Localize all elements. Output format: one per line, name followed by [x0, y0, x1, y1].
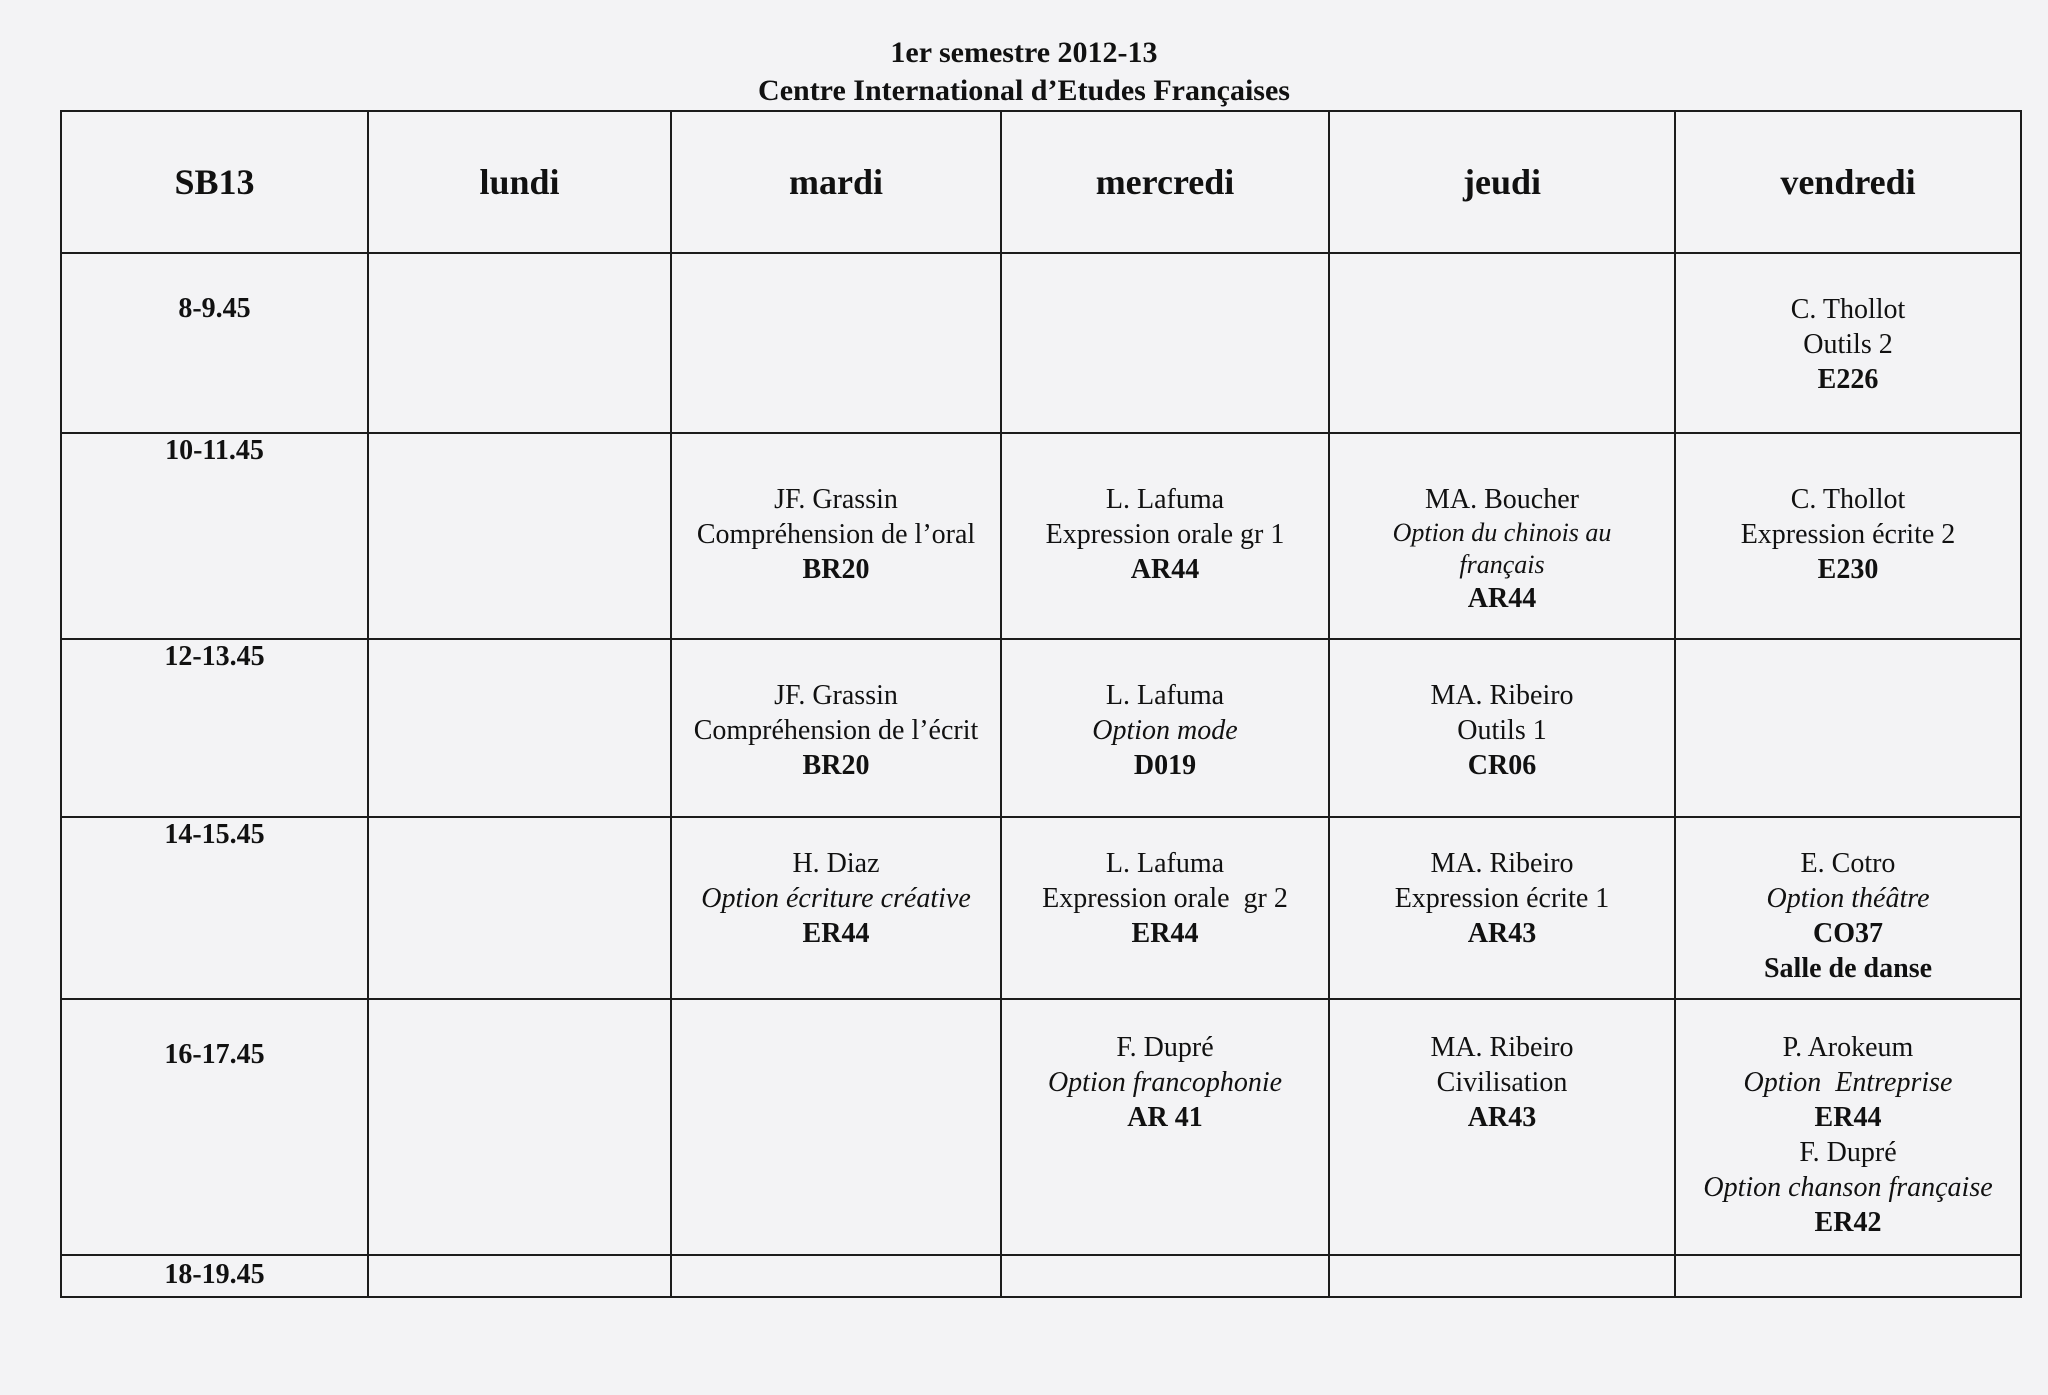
time-slot-label: 18-19.45 [164, 1259, 265, 1290]
course-subject: Compréhension de l’écrit [693, 715, 979, 746]
course-room: E226 [1817, 364, 1879, 395]
course-subject: Option chanson française [1703, 1172, 1993, 1203]
course-room: AR43 [1467, 918, 1537, 949]
course-room: ER44 [1131, 918, 1199, 949]
course-subject: Option francophonie [1047, 1067, 1283, 1098]
course-cell [1001, 999, 1329, 1255]
time-slot-label: 14-15.45 [164, 819, 265, 850]
time-slot-label: 8-9.45 [178, 293, 251, 324]
course-subject: Expression orale gr 2 [1042, 883, 1288, 914]
empty-cell [671, 253, 1001, 433]
table-row [61, 253, 2021, 433]
course-subject: Expression orale gr 1 [1045, 519, 1285, 550]
course-subject: Compréhension de l’oral [696, 519, 976, 550]
table-row [61, 817, 2021, 999]
page-header [0, 34, 2048, 110]
time-slot-label: 16-17.45 [164, 1039, 265, 1070]
empty-cell [671, 1255, 1001, 1297]
course-cell [1329, 433, 1675, 639]
time-slot-label: 12-13.45 [164, 641, 265, 672]
course-cell [1329, 999, 1675, 1255]
course-subject: Expression écrite 1 [1394, 883, 1610, 914]
empty-cell [368, 253, 671, 433]
empty-cell [1675, 639, 2021, 817]
table-row [61, 999, 2021, 1255]
course-teacher: C. Thollot [1790, 484, 1906, 515]
course-room-extra: Salle de danse [1763, 953, 1933, 984]
course-teacher: MA. Ribeiro [1430, 848, 1574, 879]
course-room: ER44 [1814, 1102, 1882, 1133]
course-teacher: JF. Grassin [774, 680, 898, 711]
course-subject: Civilisation [1436, 1067, 1568, 1098]
course-entry [672, 818, 1000, 951]
institution-title: Centre International d’Etudes Françaises [758, 74, 1290, 107]
course-entry [1676, 818, 2020, 986]
course-subject: Option écriture créative [701, 883, 971, 914]
empty-cell [1329, 253, 1675, 433]
course-cell [1329, 639, 1675, 817]
empty-cell [368, 433, 671, 639]
course-room: AR44 [1467, 583, 1537, 614]
course-teacher: MA. Ribeiro [1430, 680, 1574, 711]
course-entry [1330, 818, 1674, 951]
course-cell [1675, 999, 2021, 1255]
course-room: AR43 [1467, 1102, 1537, 1133]
empty-cell [368, 817, 671, 999]
course-entry [1676, 254, 2020, 397]
course-subject: Option Entreprise [1743, 1067, 1953, 1098]
empty-cell [1675, 1255, 2021, 1297]
course-cell [671, 433, 1001, 639]
course-entry [1002, 818, 1328, 951]
course-entry [1002, 1000, 1328, 1135]
course-room: E230 [1817, 554, 1879, 585]
course-entry [672, 434, 1000, 587]
course-room: BR20 [802, 750, 870, 781]
course-subject: Outils 2 [1803, 329, 1893, 360]
course-room: AR44 [1130, 554, 1200, 585]
course-room: ER44 [802, 918, 870, 949]
course-subject: Option mode [1092, 715, 1238, 746]
table-header-row [61, 111, 2021, 253]
day-header-tuesday: mardi [671, 111, 1001, 253]
course-cell [1675, 253, 2021, 433]
course-subject: Option du chinois au français [1392, 518, 1612, 579]
course-room: ER42 [1814, 1207, 1882, 1238]
empty-cell [1329, 1255, 1675, 1297]
day-header-monday: lundi [368, 111, 671, 253]
course-entry [1330, 640, 1674, 783]
course-room: CO37 [1813, 918, 1883, 949]
table-row [61, 1255, 2021, 1297]
course-teacher: MA. Boucher [1425, 484, 1579, 515]
time-slot-cell [61, 999, 368, 1255]
empty-cell [1001, 1255, 1329, 1297]
empty-cell [368, 1255, 671, 1297]
course-teacher: L. Lafuma [1105, 680, 1225, 711]
course-teacher: L. Lafuma [1105, 484, 1225, 515]
time-slot-cell [61, 253, 368, 433]
course-teacher: P. Arokeum [1782, 1032, 1914, 1063]
course-teacher: JF. Grassin [774, 484, 898, 515]
course-entry [1330, 434, 1674, 616]
course-cell [1001, 433, 1329, 639]
course-teacher: F. Dupré [1116, 1032, 1214, 1063]
course-cell [671, 639, 1001, 817]
table-row [61, 639, 2021, 817]
group-code-header: SB13 [61, 111, 368, 253]
course-cell [671, 817, 1001, 999]
course-cell [1001, 639, 1329, 817]
semester-title: 1er semestre 2012-13 [890, 36, 1158, 69]
course-teacher: C. Thollot [1790, 294, 1906, 325]
time-slot-label: 10-11.45 [165, 435, 264, 466]
course-teacher: MA. Ribeiro [1430, 1032, 1574, 1063]
course-entry [1002, 640, 1328, 783]
table-row [61, 433, 2021, 639]
time-slot-cell [61, 1255, 368, 1297]
course-teacher: F. Dupré [1799, 1137, 1897, 1168]
empty-cell [671, 999, 1001, 1255]
course-subject: Option théâtre [1766, 883, 1930, 914]
course-teacher: E. Cotro [1800, 848, 1896, 879]
course-entry [1676, 1135, 2020, 1240]
course-room: AR 41 [1127, 1102, 1203, 1133]
course-subject: Expression écrite 2 [1740, 519, 1956, 550]
course-entry [672, 640, 1000, 783]
course-entry [1676, 434, 2020, 587]
course-room: BR20 [802, 554, 870, 585]
time-slot-cell [61, 433, 368, 639]
course-teacher: H. Diaz [792, 848, 880, 879]
time-slot-cell [61, 817, 368, 999]
empty-cell [368, 999, 671, 1255]
course-room: CR06 [1467, 750, 1537, 781]
course-cell [1675, 817, 2021, 999]
course-subject: Outils 1 [1457, 715, 1547, 746]
empty-cell [368, 639, 671, 817]
empty-cell [1001, 253, 1329, 433]
course-entry [1330, 1000, 1674, 1135]
day-header-wednesday: mercredi [1001, 111, 1329, 253]
schedule-table [60, 110, 2022, 1298]
course-cell [1329, 817, 1675, 999]
course-teacher: L. Lafuma [1105, 848, 1225, 879]
course-entry [1002, 434, 1328, 587]
day-header-friday: vendredi [1675, 111, 2021, 253]
course-entry [1676, 1000, 2020, 1135]
time-slot-cell [61, 639, 368, 817]
day-header-thursday: jeudi [1329, 111, 1675, 253]
course-cell [1675, 433, 2021, 639]
course-room: D019 [1133, 750, 1197, 781]
course-cell [1001, 817, 1329, 999]
